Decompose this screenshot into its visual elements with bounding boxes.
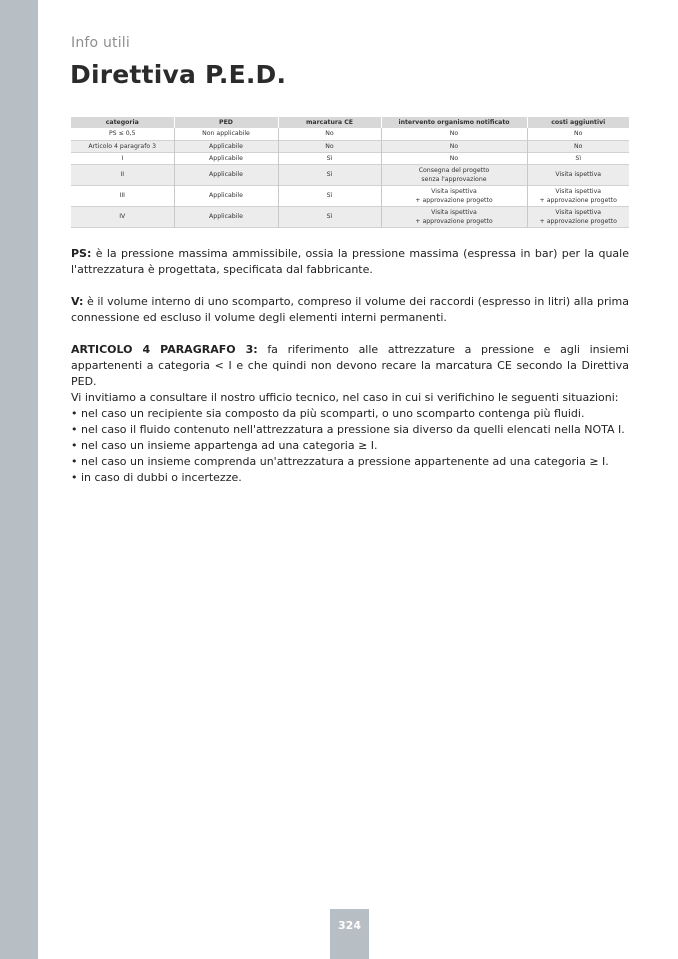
cell-line: + approvazione progetto [539,196,617,204]
ps-text: è la pressione massima ammissibile, ossia la pressione massima (espressa in bar) per la quale l'attrezzatura è progettata, specificata dal fabbricante. [71,247,629,276]
table-cell [527,185,629,206]
table-cell: Sì [278,164,381,185]
ps-definition [71,246,629,278]
cell-line: + approvazione progetto [415,217,493,225]
table-row [71,152,629,164]
table-cell: Non applicabile [174,128,278,140]
table-cell: Sì [278,152,381,164]
table-cell: No [381,128,527,140]
table-cell: I [121,154,124,162]
cell-line: Visita ispettiva [431,208,477,216]
v-label: V: [71,295,84,308]
table-cell: No [278,140,381,152]
table-cell: Sì [278,185,381,206]
table-cell: No [381,152,527,164]
column-header: PED [174,117,278,128]
consult-section [71,390,629,486]
table-row [71,185,629,206]
v-definition [71,294,629,326]
table-cell: Sì [278,206,381,227]
table-cell: III [119,192,125,199]
articolo-definition [71,342,629,390]
cell-line: Visita ispettiva [555,187,602,195]
table-cell: PS ≤ 0,5 [108,130,136,138]
list-item: • nel caso il fluido contenuto nell'attrezzatura a pressione sia diverso da quelli elencati nella NOTA I. [71,423,625,436]
page-title: Direttiva P.E.D. [70,60,287,89]
column-header: intervento organismo notificato [381,117,527,128]
list-item: • nel caso un insieme appartenga ad una categoria ≥ I. [71,439,378,452]
ps-label: PS: [71,247,92,260]
table-cell: Visita ispettiva [527,164,629,185]
list-item: • nel caso un recipiente sia composto da più scomparti, o uno scomparto contenga più fluidi. [71,407,585,420]
table-cell: Articolo 4 paragrafo 3 [88,142,157,150]
table-cell: Applicabile [174,152,278,164]
section-label: Info utili [71,35,130,51]
cell-line: senza l'approvazione [421,175,487,183]
table-cell: No [527,128,629,140]
list-item: • nel caso un insieme comprenda un'attrezzatura a pressione appartenente ad una categoria ≥ I. [71,455,609,468]
table-cell: IV [119,213,126,220]
column-header: marcatura CE [278,117,381,128]
ped-table [71,117,629,228]
articolo-label: ARTICOLO 4 PARAGRAFO 3: [71,343,258,356]
cell-line: Visita ispettiva [431,187,477,195]
table-row [71,128,629,140]
table-cell: No [278,128,381,140]
table-cell: No [381,140,527,152]
side-color-bar [0,0,38,959]
situations-list [71,406,629,486]
table-row [71,140,629,152]
column-header: costi aggiuntivi [527,117,629,128]
table-cell: Applicabile [174,164,278,185]
table-header-row [71,117,629,128]
table-cell: Applicabile [174,185,278,206]
cell-line: + approvazione progetto [415,196,493,204]
table-cell: II [120,171,125,178]
table-cell [381,164,527,185]
table-cell [381,206,527,227]
consult-intro: Vi invitiamo a consultare il nostro ufficio tecnico, nel caso in cui si verifichino le seguenti situazioni: [71,391,619,404]
cell-line: Visita ispettiva [555,208,602,216]
list-item: • in caso di dubbi o incertezze. [71,471,242,484]
v-text: è il volume interno di uno scomparto, compreso il volume dei raccordi (espresso in litri) alla prima connessione ed escluso il volume degli elementi interni permanenti. [71,295,629,324]
column-header: categoria [71,117,174,128]
table-cell: Applicabile [174,206,278,227]
articolo-text: fa riferimento alle attrezzature a pressione e agli insiemi appartenenti a categoria < I e che quindi non devono recare la marcatura CE secondo la Direttiva PED. [71,343,629,388]
cell-line: Consegna del progetto [418,166,490,174]
table-cell [527,206,629,227]
table-row [71,164,629,185]
table-cell [381,185,527,206]
table-cell: Applicabile [174,140,278,152]
table-cell: No [527,140,629,152]
table-row [71,206,629,227]
table-cell: Sì [527,152,629,164]
cell-line: + approvazione progetto [539,217,617,225]
page-number: 324 [330,909,369,959]
